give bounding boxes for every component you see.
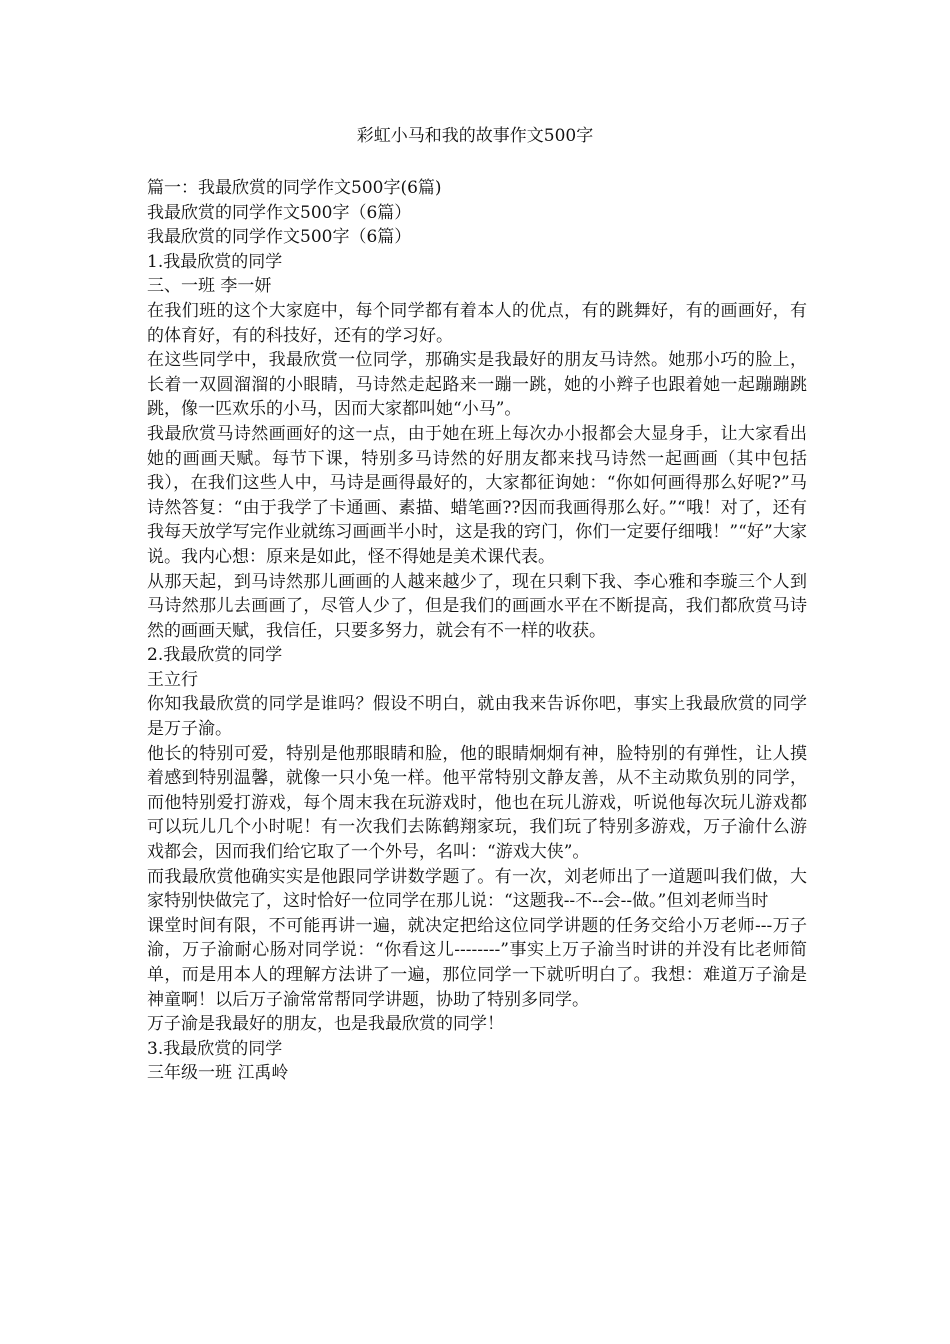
document-title: 彩虹小马和我的故事作文500字 [356,126,594,146]
paragraph: 你知我最欣赏的同学是谁吗？假设不明白，就由我来告诉你吧，事实上我最欣赏的同学是万子渝。 [147,694,807,740]
author-line: 三、一班 李一妍 [147,276,272,297]
section-heading: 2.我最欣赏的同学 [147,645,283,666]
paragraph: 他长的特别可爱，特别是他那眼睛和脸，他的眼睛炯炯有神，脸特别的有弹性，让人摸着感到特别温馨，就像一只小兔一样。他平常特别文静友善，从不主动欺负别的同学，而他特别爱打游戏，每个周末我在玩游戏时，他也在玩儿游戏，听说他每次玩儿游戏都可以玩儿几个小时呢！有一次我们去陈鹤翔家玩，我们玩了特别多游戏，万子渝什么游戏都会，因而我们给它取了一个外号，名叫：“游戏大侠”。 [147,743,807,863]
author-line: 三年级一班 江禹岭 [147,1063,289,1084]
paragraph: 从那天起，到马诗然那儿画画的人越来越少了，现在只剩下我、李心雅和李璇三个人到马诗然那儿去画画了，尽管人少了，但是我们的画画水平在不断提高，我们都欣赏马诗然的画画天赋，我信任，只要多努力，就会有不一样的收获。 [147,571,807,641]
paragraph: 在这些同学中，我最欣赏一位同学，那确实是我最好的朋友马诗然。她那小巧的脸上，长着一双圆溜溜的小眼睛，马诗然走起路来一蹦一跳，她的小辫子也跟着她一起蹦蹦跳跳，像一匹欢乐的小马，因而大家都叫她“小马”。 [147,350,807,420]
paragraph: 我最欣赏的同学作文500字（6篇） [147,202,412,223]
paragraph: 而我最欣赏他确实实是他跟同学讲数学题了。有一次，刘老师出了一道题叫我们做，大家特别快做完了，这时恰好一位同学在那儿说：“这题我--不--会--做。”但刘老师当时 [147,866,807,912]
paragraph: 我最欣赏马诗然画画好的这一点，由于她在班上每次办小报都会大显身手，让大家看出她的画画天赋。每节下课，特别多马诗然的好朋友都来找马诗然一起画画（其中包括我），在我们这些人中，马诗是画得最好的，大家都征询她：“你如何画得那么好呢?”马诗然答复：“由于我学了卡通画、素描、蜡笔画??因而我画得那么好。”“哦！对了，还有我每天放学写完作业就练习画画半小时，这是我的窍门，你们一定要仔细哦！”“好”大家说。我内心想：原来是如此，怪不得她是美术课代表。 [147,423,807,567]
section-heading: 1.我最欣赏的同学 [147,251,283,272]
paragraph: 万子渝是我最好的朋友，也是我最欣赏的同学！ [147,1014,504,1035]
paragraph: 我最欣赏的同学作文500字（6篇） [147,227,412,248]
author-line: 王立行 [147,669,198,690]
paragraph: 在我们班的这个大家庭中，每个同学都有着本人的优点，有的跳舞好，有的画画好，有的体育好，有的科技好，还有的学习好。 [147,300,807,346]
section-heading: 3.我最欣赏的同学 [147,1038,283,1059]
paragraph: 篇一：我最欣赏的同学作文500字(6篇) [147,178,442,198]
document-body [147,176,807,1086]
paragraph: 课堂时间有限，不可能再讲一遍，就决定把给这位同学讲题的任务交给小万老师---万子渝，万子渝耐心肠对同学说：“你看这儿--------”事实上万子渝当时讲的并没有比老师简单，而是用本人的理解方法讲了一遍，那位同学一下就听明白了。我想：难道万子渝是神童啊！以后万子渝常常帮同学讲题，协助了特别多同学。 [147,915,807,1010]
